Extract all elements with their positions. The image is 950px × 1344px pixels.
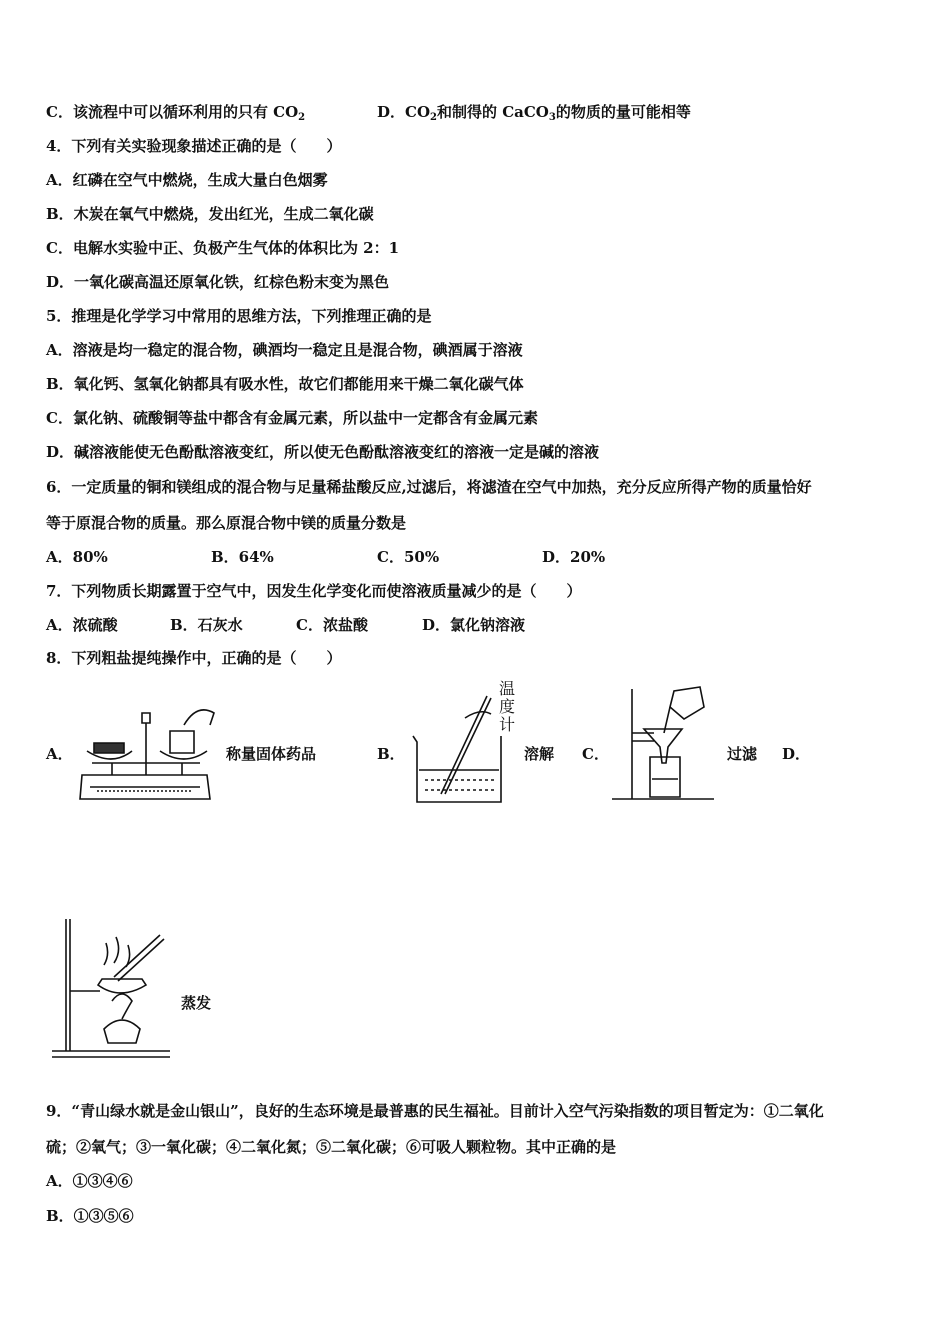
q7-option-b: B．石灰水	[170, 616, 243, 634]
q9-stem-line1: 9．“青山绿水就是金山银山”，良好的生态环境是最普惠的民生福祉。目前计入空气污染指数的项目暂定为：①二氧化	[46, 1102, 824, 1120]
q9-option-b: B．①③⑤⑥	[46, 1207, 134, 1225]
q8-option-d-label: D．	[782, 745, 811, 763]
q7-option-d: D．氯化钠溶液	[422, 616, 526, 634]
q5-stem: 5．推理是化学学习中常用的思维方法，下列推理正确的是	[46, 307, 432, 325]
q4-stem: 4．下列有关实验现象描述正确的是（ ）	[46, 137, 342, 155]
q8-option-b-label: B．	[377, 745, 405, 763]
q8-option-d-text: 蒸发	[181, 994, 212, 1012]
q8-stem: 8．下列粗盐提纯操作中，正确的是（ ）	[46, 649, 342, 667]
q3-option-d: D．$CO_2$和制得的 CaCO$_3$的物质的量可能相等	[377, 103, 691, 123]
thermometer-label: 温度计	[498, 679, 515, 734]
q6-option-d: D．20%	[542, 548, 606, 566]
q7-option-c: C．浓盐酸	[296, 616, 368, 634]
q6-option-c: C．50%	[377, 548, 440, 566]
filtration-diagram	[608, 683, 718, 803]
q6-stem-line2: 等于原混合物的质量。那么原混合物中镁的质量分数是	[46, 514, 407, 532]
q8-option-b-text: 溶解	[524, 745, 555, 763]
balance-scale-diagram	[72, 695, 222, 805]
q8-option-c-text: 过滤	[727, 745, 758, 763]
q6-option-b: B．64%	[211, 548, 274, 566]
q5-option-a: A．溶液是均一稳定的混合物，碘酒均一稳定且是混合物，碘酒属于溶液	[46, 341, 523, 359]
q5-option-d: D．碱溶液能使无色酚酞溶液变红，所以使无色酚酞溶液变红的溶液一定是碱的溶液	[46, 443, 600, 461]
q8-option-a-label: A．	[46, 745, 73, 763]
evaporation-diagram	[50, 915, 175, 1063]
q4-option-a: A．红磷在空气中燃烧，生成大量白色烟雾	[46, 171, 328, 189]
q4-option-d: D．一氧化碳高温还原氧化铁，红棕色粉末变为黑色	[46, 273, 390, 291]
q4-option-c: C．电解水实验中正、负极产生气体的体积比为 2：1	[46, 239, 400, 257]
q5-option-b: B．氧化钙、氢氧化钠都具有吸水性，故它们都能用来干燥二氧化碳气体	[46, 375, 524, 393]
q3-option-c: C．该流程中可以循环利用的只有 $CO_2$	[46, 103, 306, 123]
q5-option-c: C．氯化钠、硫酸铜等盐中都含有金属元素，所以盐中一定都含有金属元素	[46, 409, 538, 427]
q4-option-b: B．木炭在氧气中燃烧，发出红光，生成二氧化碳	[46, 205, 374, 223]
q9-option-a: A．①③④⑥	[46, 1172, 133, 1190]
q6-option-a: A．80%	[46, 548, 108, 566]
q8-option-c-label: C．	[582, 745, 609, 763]
q6-stem-line1: 6．一定质量的铜和镁组成的混合物与足量稀盐酸反应,过滤后，将滤渣在空气中加热，充分反应所得产物的质量恰好	[46, 478, 812, 496]
q8-option-a-text: 称量固体药品	[226, 745, 317, 763]
q9-stem-line2: 硫；②氧气；③一氧化碳；④二氧化氮；⑤二氧化碳；⑥可吸人颗粒物。其中正确的是	[46, 1138, 617, 1156]
q7-option-a: A．浓硫酸	[46, 616, 118, 634]
q7-stem: 7．下列物质长期露置于空气中，因发生化学变化而使溶液质量减少的是（ ）	[46, 582, 582, 600]
